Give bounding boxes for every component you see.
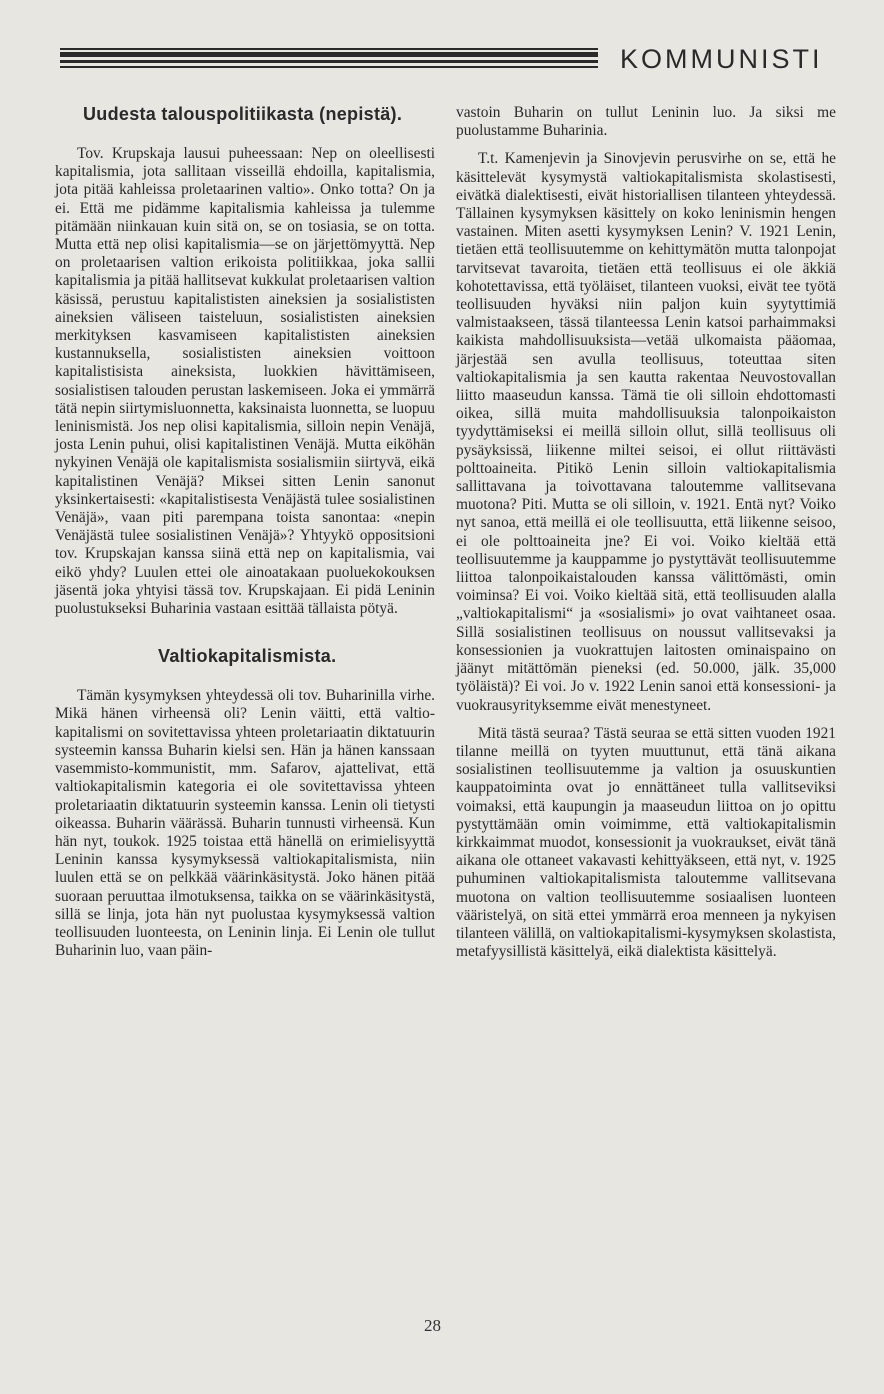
- page-number: 28: [424, 1316, 441, 1335]
- paragraph: vastoin Buharin on tullut Leninin luo. Ja siksi me puolustamme Buharinia.: [456, 104, 836, 140]
- left-column: [55, 104, 435, 960]
- paragraph: T.t. Kamenjevin ja Sinovjevin perusvirhe on se, että he käsittelevät kysymystä valtiokapitalismista skolastisesti, eivätkä dialektisesti, eivät historiallisen tilanteen yhteydessä. Tällainen kysymyksen käsittely on koko leninismin hengen vastainen. Miten asetti kysymyksen Lenin? V. 1921 Lenin, tietäen että teollisuutemme on kehittymätön mutta talonpojat tarvitsevat tavaroita, tietäen että teollisuus ei ole äkkiä kohotettavissa, että työläiset, tilanteen vuoksi, eivät tee työtä teollisuuden hyväksi niin paljon kuin syytyttimiä valmistaakseen, tässä tilanteessa Lenin katsoi parhaimmaksi kaikista mahdollisuuksista—vetää ulkomaista pääomaa, järjestää sen avulla teollisuus, toteuttaa siten valtiokapitalismia ja sen kautta rakentaa Neuvostovallan liitto maaseudun kanssa. Tämä tie oli silloin ehdottomasti oikea, sillä muita mahdollisuuksia talonpoikaiston tyydyttämiseksi ei meillä silloin ollut, sillä teollisuus oli pysäyksissä, liikenne miltei seisoi, ei ollut riittävästi polttoaineita. Pitikö Lenin silloin valtiokapitalismia sallittavana ja toivottavana taloutemme vallitsevana muotona? Piti. Mutta se oli silloin, v. 1921. Entä nyt? Voiko nyt sanoa, että meillä ei ole teollisuutta, että liikenne seisoo, ei ole polttoaineita jne? Ei voi. Voiko kieltää että teollisuutemme ja kauppamme jo pystyttävät teollisuutemme liittoa talonpoikaistalouden kanssa välittömästi, omin voiminsa? Ei voi. Voiko kieltää sitä, että teollisuuden alalla „valtiokapitalismi“ ja «sosialismi» jo ovat vaihtaneet osaa. Sillä sosialistinen teollisuus on noussut vallitsevaksi ja konsessionien ja vuokrattujen laitosten ominaispaino on jäänyt mitättömän pieneksi (ed. 50.000, jälk. 35,000 työläistä)? Ei voi. Jo v. 1922 Lenin sanoi että konsessioni- ja vuokrausyrityksemme eivät menestyneet.: [456, 150, 836, 714]
- paragraph: Mitä tästä seuraa? Tästä seuraa se että sitten vuoden 1921 tilanne meillä on tyyten muuttunut, että tänä aikana sosialistinen teollisuutemme ja valtion ja osuuskuntien kauppatoiminta ovat jo ennättäneet tulla vallitseviksi voimaksi, että kaupungin ja maaseudun liittoa on jo opittu pystyttämään omin voimimme, että valtiokapitalismin kirkkaimmat muodot, konsessionit ja vuokraukset, eivät tänä aikana ole ottaneet vakavasti kehittyäkseen, että nyt, v. 1925 puhuminen valtiokapitalismista taloutemme vallitsevana muotona on valtion teollisuutemme sosiaalisen luonteen vääristelyä, on sitä ettei ymmärrä eroa menneen ja nykyisen tilanteen välillä, on valtiokapitalismi-kysymyksen skolastista, metafyysillistä käsittelyä, eikä dialektista käsittelyä.: [456, 724, 836, 961]
- paragraph: Tov. Krupskaja lausui puheessaan: Nep on oleellisesti kapitalismia, jota sallitaan visseillä ehdoilla, kapitalismia, jota pitää kahleissa proletaarinen valtio». Onko totta? On ja ei. Että me pidämme kapitalismia kahleissa ja tulemme pitämään niinkauan kuin sitä on, se on tosiasia, se on totta. Mutta että nep olisi kapitalismia—se on järjettömyyttä. Nep on proletaarisen valtion erikoista politiikkaa, joka sallii kapitalismia ja pitää hallitsevat kukkulat proletaarisen valtion käsissä, perustuu kapitalististen aineksien ja sosialististen aineksien väliseen taisteluun, sosialististen aineksien merkityksen kasvamiseen kapitalististen aineksien kustannuksella, sosialististen aineksien voittoon kapitalistisista aineksista, luokkien hävittämiseen, sosialistisen talouden perustan laskemiseen. Joka ei ymmärrä tätä nepin siirtymisluonnetta, kaksinaista luonnetta, se luopuu leninismistä. Jos nep olisi kapitalismia, silloin nepin Venäjä, josta Lenin puhui, olisi kapitalistinen Venäjä. Mutta eiköhän nykyinen Venäjä ole kapitalismista sosialismiin siirtyvä, eikä kapitalistinen Venäjä? Miksei sitten Lenin sanonut yksinkertaisesti: «kapitalistisesta Venäjästä tulee sosialistinen Venäjä», vaan piti parempana toista sanontaa: «nepin Venäjästä tulee sosialistinen Venäjä»? Yhtyykö oppositsioni tov. Krupskajan kanssa siinä että nep on kapitalismia, vai eikö yhdy? Luulen ettei ole ainoatakaan puoluekokouksen jäsentä joka yhtyisi tässä tov. Krupskajaan. Ei pidä Leninin puolustukseksi Buharinia vastaan esittää tällaista pötyä.: [55, 145, 435, 618]
- section-heading-state-capitalism: Valtiokapitalismista.: [158, 646, 337, 667]
- paragraph: Tämän kysymyksen yhteydessä oli tov. Buharinilla virhe. Mikä hänen virheensä oli? Lenin väitti, että valtio- kapitalismi on sovitettavissa yhteen proletariaatin diktatuurin systeemin kanssa Buharin kielsi sen. Hän ja hänen kanssaan vasemmisto-kommunistit, mm. Safarov, ajattelivat, että valtiokapitalismin kategoria ei ole sovitettavissa yhteen proletariaatin diktatuurin systeemin kanssa. Lenin oli tietysti oikeassa. Buharin väärässä. Buharin tunnusti virheensä. Kun hän nyt, toukok. 1925 toistaa että hänellä on erimielisyyttä Leninin kanssa kysymyksessä valtiokapitalismista, niin luulen että se on pelkkää väärinkäsitystä. Joko hänen pitää suoraan peruuttaa ilmotuksensa, taikka on se väärinkäsitystä, sillä se linja, jota hän nyt puolustaa kysymyksessä valtion teollisuuden luonteesta, on Leninin linja. Ei Lenin ole tullut Buharinin luo, vaan päin-: [55, 687, 435, 960]
- header-rule: [60, 48, 598, 70]
- section-heading-nep: Uudesta talouspolitiikasta (nepistä).: [83, 104, 403, 124]
- right-column: [456, 104, 836, 961]
- running-head: KOMMUNISTI: [620, 44, 823, 74]
